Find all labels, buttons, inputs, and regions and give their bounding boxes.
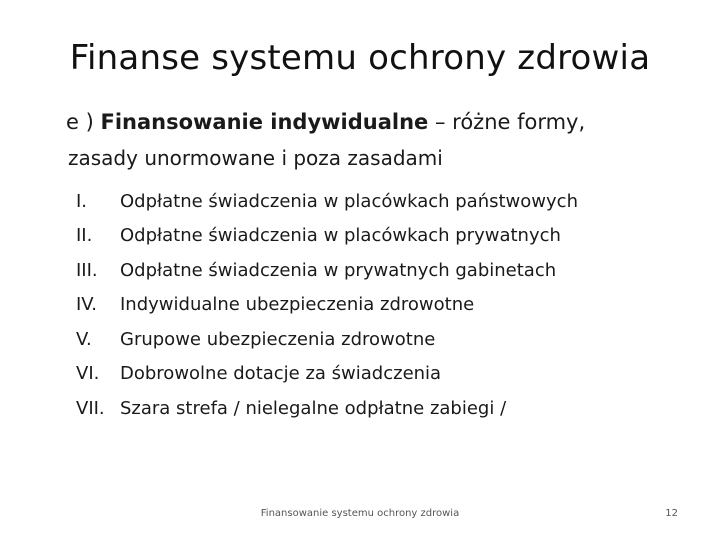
list-item: [76, 357, 578, 392]
subtitle-line-1: [66, 110, 585, 134]
list-item: [76, 322, 578, 357]
list-numeral: VI.: [76, 363, 100, 385]
list-numeral: VII.: [76, 397, 105, 419]
list-item: [76, 391, 578, 426]
list-numeral: IV.: [76, 294, 98, 316]
list-item-text: Szara strefa / nielegalne odpłatne zabiegi /: [120, 397, 507, 419]
list-item-text: Dobrowolne dotacje za świadczenia: [120, 363, 442, 385]
slide-title: Finanse systemu ochrony zdrowia: [69, 38, 651, 78]
list-item: [76, 253, 578, 288]
list-item: [76, 184, 578, 219]
list-item: [76, 288, 578, 323]
subtitle-line-2: zasady unormowane i poza zasadami: [68, 146, 443, 170]
list-numeral: II.: [76, 225, 93, 247]
list-numeral: III.: [76, 259, 98, 281]
page-number: 12: [665, 508, 678, 519]
list-item-text: Odpłatne świadczenia w placówkach państwowych: [120, 190, 578, 212]
subtitle-rest: – różne formy,: [428, 110, 586, 134]
list-item-text: Indywidualne ubezpieczenia zdrowotne: [120, 294, 475, 316]
list-item-text: Grupowe ubezpieczenia zdrowotne: [120, 328, 436, 350]
subtitle-bold-text: Finansowanie indywidualne: [100, 110, 429, 134]
financing-forms-list: [76, 184, 578, 426]
list-item-text: Odpłatne świadczenia w prywatnych gabinetach: [120, 259, 557, 281]
list-numeral: I.: [76, 190, 88, 212]
list-item: [76, 219, 578, 254]
slide-footer: Finansowanie systemu ochrony zdrowia: [260, 508, 460, 519]
list-item-text: Odpłatne świadczenia w placówkach prywatnych: [120, 225, 561, 247]
list-numeral: V.: [76, 328, 92, 350]
subtitle-prefix: e ): [66, 110, 101, 134]
